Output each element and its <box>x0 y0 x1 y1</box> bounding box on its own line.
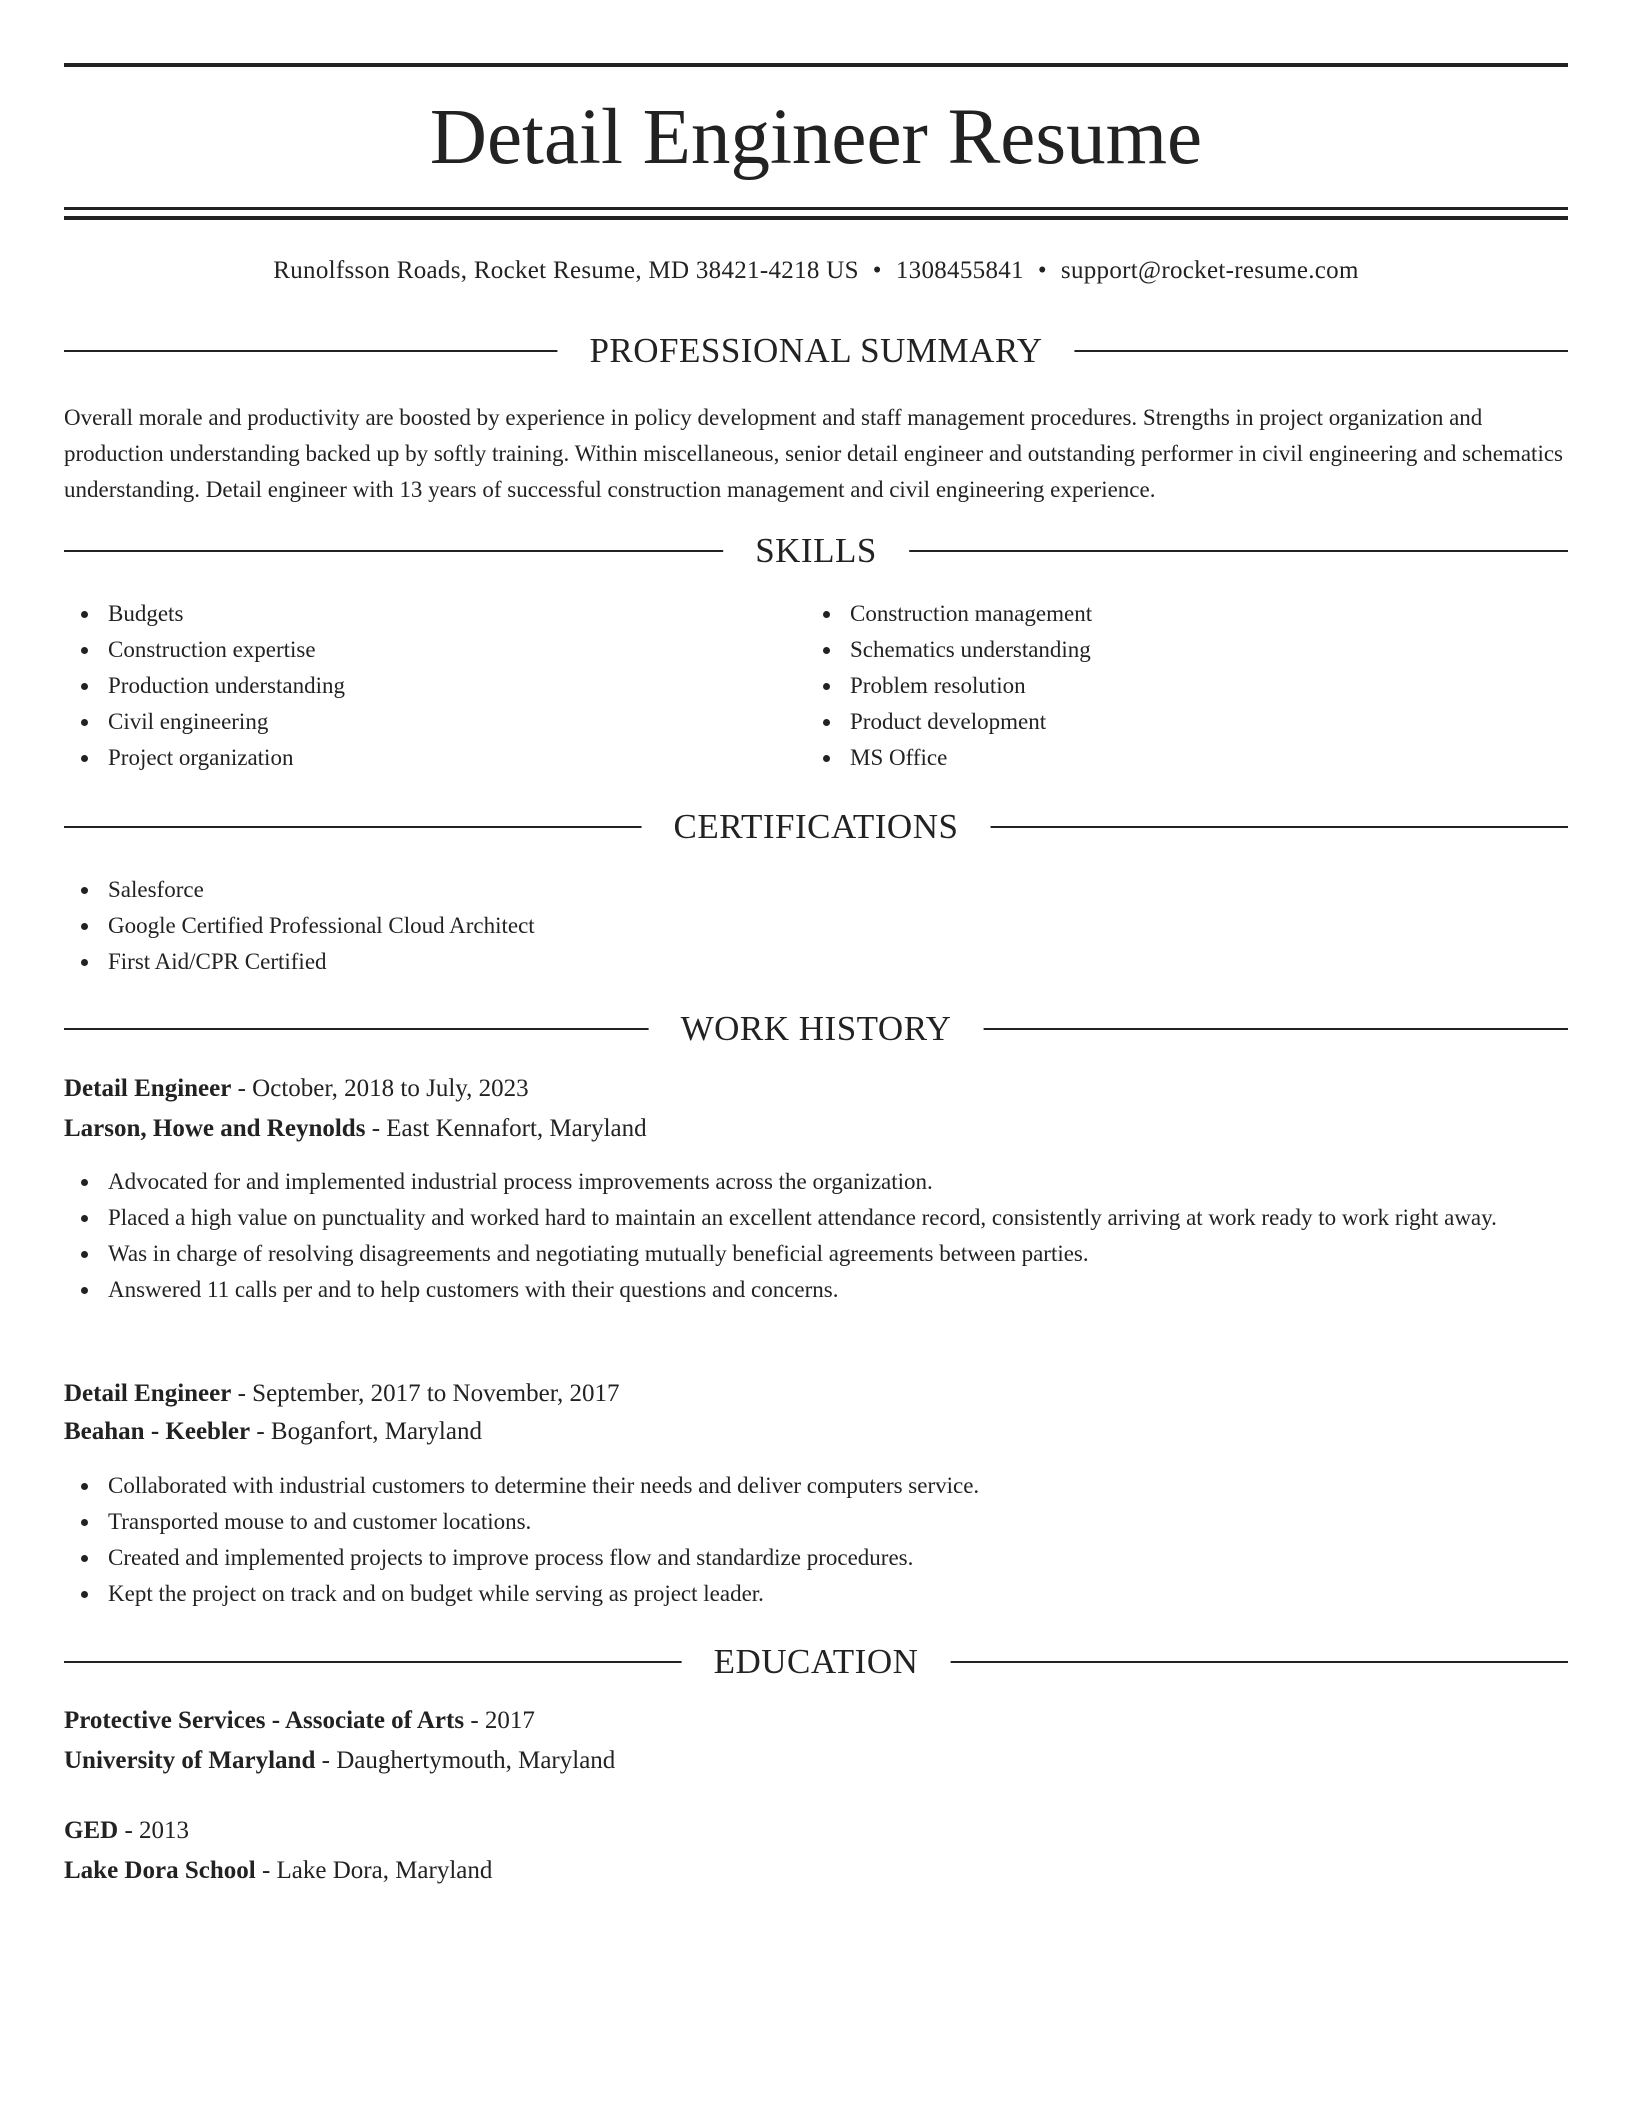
job-bullet: Transported mouse to and customer locations. <box>64 1504 1568 1540</box>
contact-email: support@rocket-resume.com <box>1060 257 1359 284</box>
education-location: - Daughertymouth, Maryland <box>315 1747 616 1774</box>
section-heading-work-history <box>64 1007 1568 1051</box>
job-location: - Boganfort, Maryland <box>250 1418 482 1445</box>
education-school-line <box>64 1853 492 1889</box>
contact-address: Runolfsson Roads, Rocket Resume, MD 38421-4218 US <box>273 257 859 284</box>
job-title-line <box>64 1376 620 1412</box>
contact-separator: • <box>1037 257 1047 284</box>
skill-item: Problem resolution <box>806 668 1506 704</box>
job-dates: - October, 2018 to July, 2023 <box>231 1075 529 1102</box>
job-dates: - September, 2017 to November, 2017 <box>231 1380 620 1407</box>
section-heading-skills <box>64 529 1568 573</box>
education-year: - 2017 <box>464 1707 535 1734</box>
job-title-line <box>64 1071 529 1107</box>
skill-item: Budgets <box>64 596 764 632</box>
job-location: - East Kennafort, Maryland <box>365 1115 647 1142</box>
job-bullets <box>64 1468 1568 1612</box>
skills-list-left <box>64 596 764 776</box>
certification-item: Google Certified Professional Cloud Architect <box>64 908 1568 944</box>
job-company-line <box>64 1414 482 1450</box>
education-year: - 2013 <box>118 1817 190 1844</box>
contact-separator: • <box>872 257 882 284</box>
education-school-line <box>64 1743 615 1779</box>
job-bullet: Advocated for and implemented industrial process improvements across the organization. <box>64 1164 1568 1200</box>
job-bullet: Answered 11 calls per and to help customers with their questions and concerns. <box>64 1272 1568 1308</box>
header-double-rule-upper <box>64 207 1568 210</box>
education-location: - Lake Dora, Maryland <box>255 1857 493 1884</box>
job-bullet: Kept the project on track and on budget while serving as project leader. <box>64 1576 1568 1612</box>
section-title: CERTIFICATIONS <box>642 805 991 849</box>
job-bullet: Was in charge of resolving disagreements and negotiating mutually beneficial agreements between parties. <box>64 1236 1568 1272</box>
skill-item: Product development <box>806 704 1506 740</box>
job-bullet: Collaborated with industrial customers to determine their needs and deliver computers service. <box>64 1468 1568 1504</box>
header-top-rule <box>64 63 1568 67</box>
certifications-list <box>64 872 1568 980</box>
skill-item: Civil engineering <box>64 704 764 740</box>
summary-paragraph: Overall morale and productivity are boosted by experience in policy development and staff management procedures. Strengths in project organization and production understanding backed up by softly training. Within miscellaneous, senior detail engineer and outstanding performer in civil engineering and schematics understanding. Detail engineer with 13 years of successful construction management and civil engineering experience. <box>64 405 1563 502</box>
education-degree-line <box>64 1813 189 1849</box>
education-school: University of Maryland <box>64 1747 316 1774</box>
contact-phone: 1308455841 <box>895 257 1024 284</box>
skill-item: Construction expertise <box>64 632 764 668</box>
job-title: Detail Engineer <box>64 1075 232 1102</box>
skills-list-right <box>806 596 1506 776</box>
skill-item: Schematics understanding <box>806 632 1506 668</box>
education-degree-line <box>64 1703 535 1739</box>
certification-item: Salesforce <box>64 872 1568 908</box>
section-title: SKILLS <box>723 529 909 573</box>
skill-item: Production understanding <box>64 668 764 704</box>
job-bullets <box>64 1164 1568 1308</box>
section-title: PROFESSIONAL SUMMARY <box>557 329 1074 373</box>
skill-item: MS Office <box>806 740 1506 776</box>
education-degree: GED <box>64 1817 119 1844</box>
section-title: EDUCATION <box>682 1640 951 1684</box>
job-bullet: Created and implemented projects to improve process flow and standardize procedures. <box>64 1540 1568 1576</box>
section-heading-summary <box>64 329 1568 373</box>
job-bullet: Placed a high value on punctuality and worked hard to maintain an excellent attendance record, consistently arriving at work ready to work right away. <box>64 1200 1568 1236</box>
certification-item: First Aid/CPR Certified <box>64 944 1568 980</box>
section-title: WORK HISTORY <box>649 1007 984 1051</box>
section-heading-certifications <box>64 805 1568 849</box>
job-company: Larson, Howe and Reynolds <box>64 1115 366 1142</box>
contact-line <box>64 253 1568 289</box>
job-company: Beahan - Keebler <box>64 1418 251 1445</box>
education-school: Lake Dora School <box>64 1857 256 1884</box>
education-degree: Protective Services - Associate of Arts <box>64 1707 465 1734</box>
resume-title: Detail Engineer Resume <box>429 94 1203 181</box>
section-heading-education <box>64 1640 1568 1684</box>
job-company-line <box>64 1111 647 1147</box>
skill-item: Construction management <box>806 596 1506 632</box>
skill-item: Project organization <box>64 740 764 776</box>
job-title: Detail Engineer <box>64 1380 232 1407</box>
header-double-rule-lower <box>64 216 1568 220</box>
